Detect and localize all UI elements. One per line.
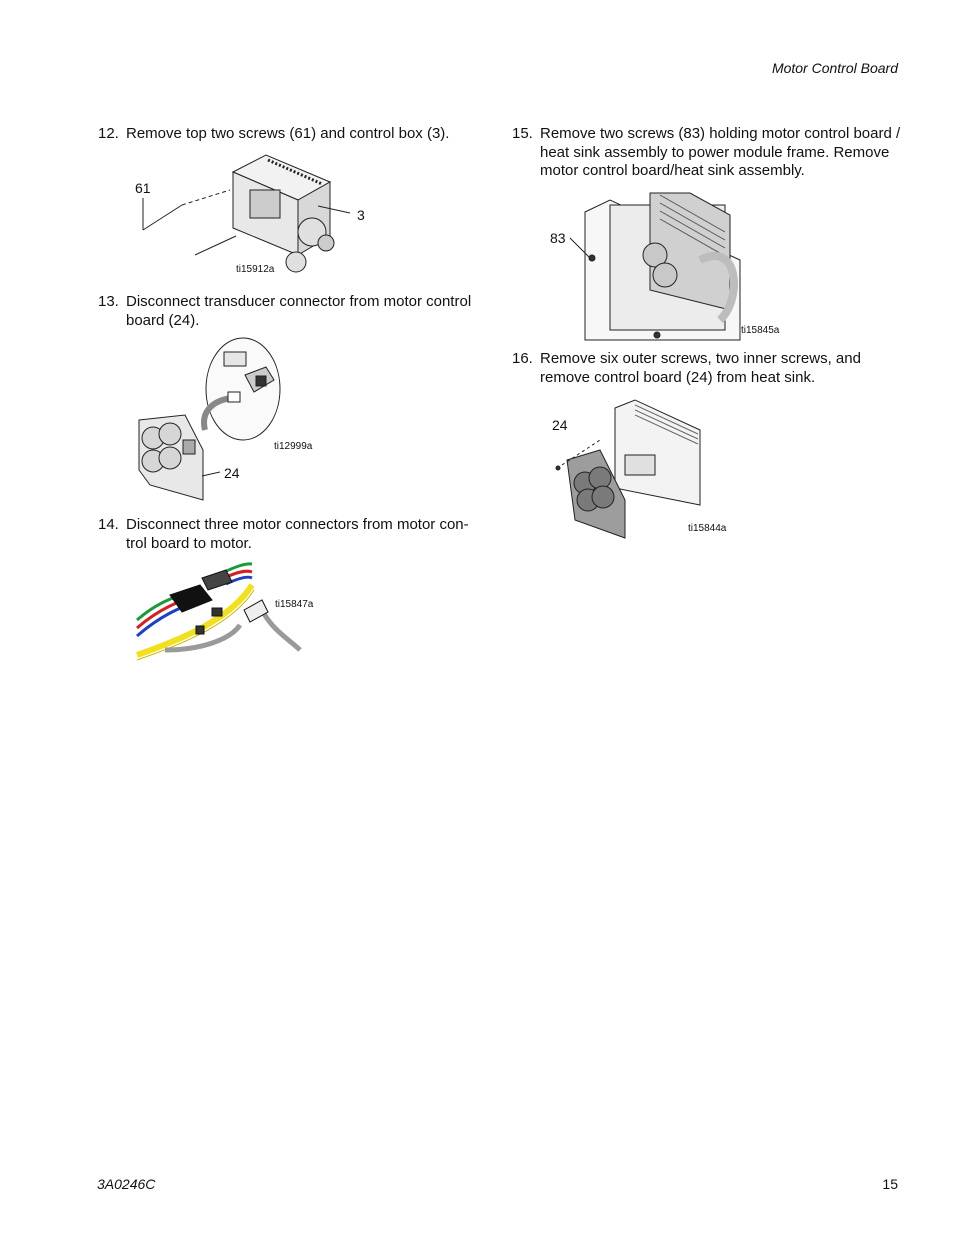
step-text: Remove two screws (83) holding motor control board / heat sink assembly to power module frame. Remove motor control board/heat sink assembly. (540, 125, 901, 179)
step-number: 14. (98, 516, 119, 533)
callout-61: 61 (135, 180, 151, 196)
doc-number: 3A0246C (97, 1176, 156, 1192)
figure-id: ti15844a (688, 523, 727, 534)
step-text: Disconnect transducer connector from motor control board (24). (126, 293, 472, 329)
callout-83: 83 (550, 230, 566, 246)
page-number: 15 (882, 1176, 898, 1192)
callout-24: 24 (552, 417, 568, 433)
step-text: Remove six outer screws, two inner screws, and remove control board (24) from heat sink. (540, 350, 861, 386)
step-number: 12. (98, 125, 119, 142)
callout-3: 3 (357, 207, 365, 223)
step-text: Disconnect three motor connectors from motor con-trol board to motor. (126, 516, 469, 552)
figure-id: ti15845a (741, 325, 780, 336)
step-number: 16. (512, 350, 533, 367)
section-title: Motor Control Board (771, 60, 898, 76)
step-number: 15. (512, 125, 533, 142)
figure-id: ti12999a (274, 441, 313, 452)
figure-id: ti15912a (236, 264, 275, 275)
step-text: Remove top two screws (61) and control box (3). (126, 125, 450, 142)
figure-id: ti15847a (275, 599, 314, 610)
callout-24: 24 (224, 465, 240, 481)
step-number: 13. (98, 293, 119, 310)
